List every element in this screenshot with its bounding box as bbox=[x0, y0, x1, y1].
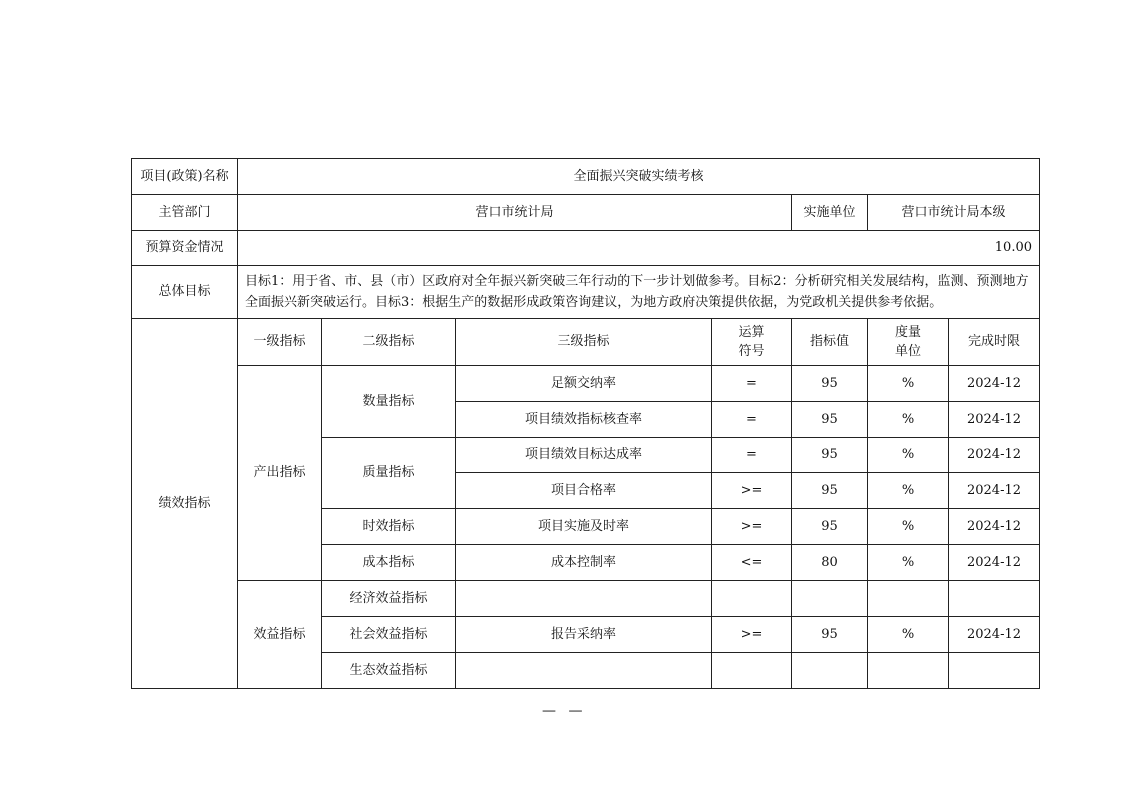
budget-value: 10.00 bbox=[238, 231, 1040, 266]
department-row bbox=[132, 195, 1040, 231]
overall-goal-label: 总体目标 bbox=[132, 266, 238, 319]
col-unit-header bbox=[868, 319, 949, 366]
empty-cell bbox=[712, 581, 792, 617]
social-benefit-label: 社会效益指标 bbox=[322, 617, 456, 653]
benefit-indicators-label: 效益指标 bbox=[238, 581, 322, 689]
page-number-marker: — — bbox=[542, 703, 587, 719]
indicator-name: 项目合格率 bbox=[456, 473, 712, 509]
performance-indicators-label: 绩效指标 bbox=[132, 319, 238, 689]
empty-cell bbox=[949, 581, 1040, 617]
quantity-indicators-label: 数量指标 bbox=[322, 366, 456, 438]
col-unit-header-text: 度量单位 bbox=[894, 325, 921, 359]
indicator-deadline: 2024-12 bbox=[949, 402, 1040, 438]
indicator-operator: <= bbox=[712, 545, 792, 581]
indicator-deadline: 2024-12 bbox=[949, 509, 1040, 545]
indicator-unit: % bbox=[868, 402, 949, 438]
budget-row bbox=[132, 231, 1040, 266]
overall-goal-text: 目标1：用于省、市、县（市）区政府对全年振兴新突破三年行动的下一步计划做参考。目标2：分析研究相关发展结构，监测、预测地方全面振兴新突破运行。目标3：根据生产的数据形成政策咨询建议，为地方政府决策提供依据，为党政机关提供参考依据。 bbox=[238, 266, 1040, 319]
indicator-deadline: 2024-12 bbox=[949, 473, 1040, 509]
indicator-value: 80 bbox=[792, 545, 868, 581]
output-indicators-label: 产出指标 bbox=[238, 366, 322, 581]
cost-indicators-label: 成本指标 bbox=[322, 545, 456, 581]
indicator-value: 95 bbox=[792, 473, 868, 509]
indicator-name: 项目绩效指标核查率 bbox=[456, 402, 712, 438]
col-operator-header bbox=[712, 319, 792, 366]
project-name-value: 全面振兴突破实绩考核 bbox=[238, 159, 1040, 195]
empty-cell bbox=[792, 581, 868, 617]
col-level2-header: 二级指标 bbox=[322, 319, 456, 366]
economic-benefit-label: 经济效益指标 bbox=[322, 581, 456, 617]
indicator-unit: % bbox=[868, 617, 949, 653]
indicator-name: 报告采纳率 bbox=[456, 617, 712, 653]
indicator-name: 项目实施及时率 bbox=[456, 509, 712, 545]
project-name-row bbox=[132, 159, 1040, 195]
indicator-deadline: 2024-12 bbox=[949, 545, 1040, 581]
empty-cell bbox=[712, 653, 792, 689]
indicator-value: 95 bbox=[792, 438, 868, 473]
indicator-name: 足额交纳率 bbox=[456, 366, 712, 402]
indicator-operator: >= bbox=[712, 509, 792, 545]
indicator-unit: % bbox=[868, 473, 949, 509]
indicator-operator: = bbox=[712, 402, 792, 438]
budget-label: 预算资金情况 bbox=[132, 231, 238, 266]
empty-cell bbox=[949, 653, 1040, 689]
indicator-deadline: 2024-12 bbox=[949, 438, 1040, 473]
project-name-label: 项目(政策)名称 bbox=[132, 159, 238, 195]
indicator-value: 95 bbox=[792, 509, 868, 545]
department-label: 主管部门 bbox=[132, 195, 238, 231]
indicator-unit: % bbox=[868, 509, 949, 545]
department-value: 营口市统计局 bbox=[238, 195, 792, 231]
col-level1-header: 一级指标 bbox=[238, 319, 322, 366]
indicator-unit: % bbox=[868, 545, 949, 581]
empty-cell bbox=[868, 581, 949, 617]
col-operator-header-text: 运算符号 bbox=[738, 325, 765, 359]
indicator-unit: % bbox=[868, 366, 949, 402]
indicator-unit: % bbox=[868, 438, 949, 473]
indicator-name: 成本控制率 bbox=[456, 545, 712, 581]
table-row bbox=[132, 366, 1040, 402]
table-row bbox=[132, 581, 1040, 617]
ecological-benefit-label: 生态效益指标 bbox=[322, 653, 456, 689]
empty-cell bbox=[456, 581, 712, 617]
col-deadline-header: 完成时限 bbox=[949, 319, 1040, 366]
indicator-header-row bbox=[132, 319, 1040, 366]
indicator-value: 95 bbox=[792, 366, 868, 402]
implementing-unit-value: 营口市统计局本级 bbox=[868, 195, 1040, 231]
indicator-name: 项目绩效目标达成率 bbox=[456, 438, 712, 473]
performance-target-table-container bbox=[131, 158, 1039, 689]
empty-cell bbox=[792, 653, 868, 689]
indicator-operator: >= bbox=[712, 473, 792, 509]
indicator-operator: >= bbox=[712, 617, 792, 653]
indicator-operator: = bbox=[712, 366, 792, 402]
overall-goal-row bbox=[132, 266, 1040, 319]
implementing-unit-label: 实施单位 bbox=[792, 195, 868, 231]
quality-indicators-label: 质量指标 bbox=[322, 438, 456, 509]
indicator-deadline: 2024-12 bbox=[949, 366, 1040, 402]
timeliness-indicators-label: 时效指标 bbox=[322, 509, 456, 545]
indicator-deadline: 2024-12 bbox=[949, 617, 1040, 653]
performance-target-table bbox=[131, 158, 1040, 689]
col-level3-header: 三级指标 bbox=[456, 319, 712, 366]
indicator-value: 95 bbox=[792, 617, 868, 653]
col-value-header: 指标值 bbox=[792, 319, 868, 366]
empty-cell bbox=[456, 653, 712, 689]
empty-cell bbox=[868, 653, 949, 689]
indicator-operator: = bbox=[712, 438, 792, 473]
indicator-value: 95 bbox=[792, 402, 868, 438]
